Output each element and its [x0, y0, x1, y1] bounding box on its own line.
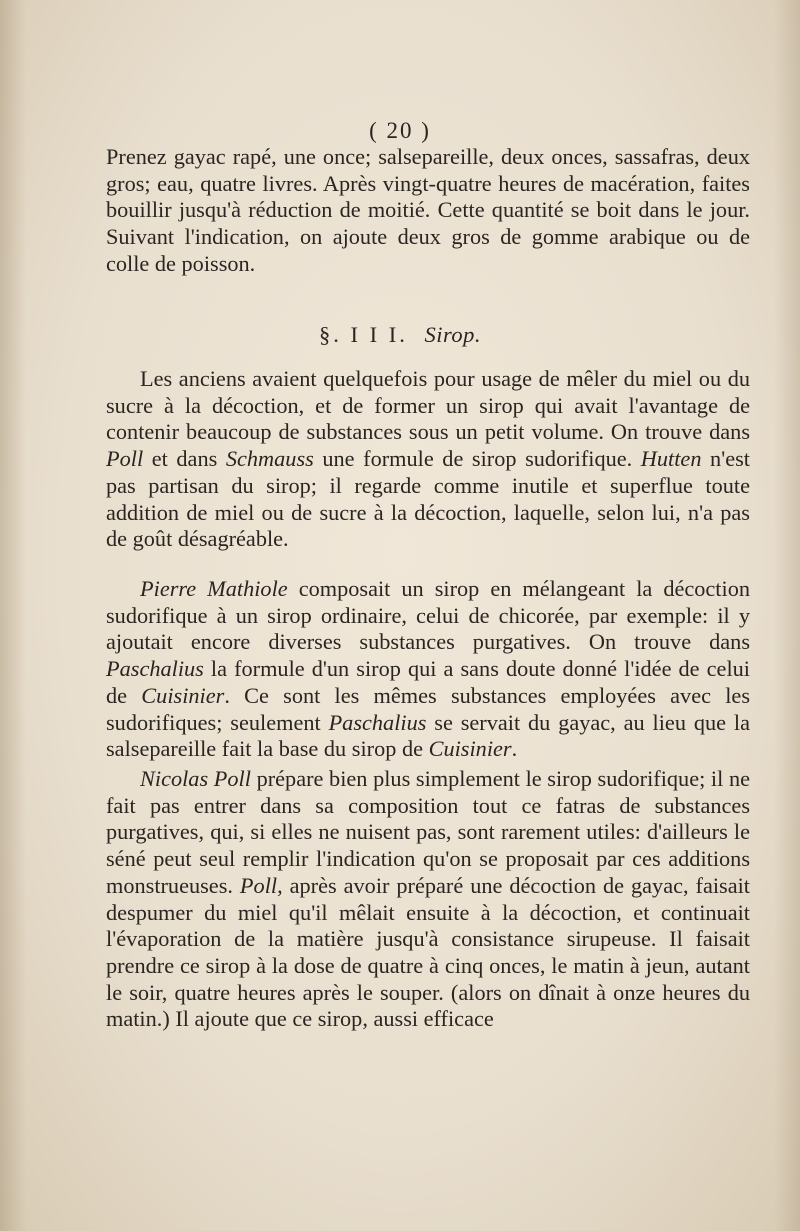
text-run: se servait du gayac, au lieu que la salsepareille fait la base du sirop de: [106, 709, 750, 762]
text-run: prépare bien plus simplement le sirop sudorifique; il ne fait pas entrer dans sa composition tout ce fatras de substances purgatives, qui, si elles ne nuisent pas, sont rarement utiles: d'ailleurs le séné peut seul remplir l'indication qu'on se proposait par ces additions monstrueuses.: [106, 766, 750, 898]
page-edge-shadow-left: [0, 0, 26, 1231]
author-name: Nicolas Poll: [140, 766, 251, 791]
paragraph-text: [106, 576, 750, 763]
paragraph-mathiole: [106, 576, 750, 763]
paragraph-text: Prenez gayac rapé, une once; salsepareille, deux onces, sassafras, deux gros; eau, quatre livres. Après vingt-quatre heures de macération, faites bouillir jusqu'à réduction de moitié. Cette quantité se boit dans le jour. Suivant l'indication, on ajoute deux gros de gomme arabique ou de colle de poisson.: [106, 144, 750, 276]
text-run: n'est pas partisan du sirop; il regarde comme inutile et superflue toute addition de miel ou de sucre à la décoction, laquelle, selon lui, n'a pas de goût désagréable.: [106, 446, 750, 552]
text-run: la formule d'un sirop qui a sans doute donné l'idée de celui de: [106, 656, 750, 708]
section-heading: [0, 322, 800, 348]
author-name: Cuisinier: [428, 736, 512, 762]
page-number: ( 20 ): [369, 118, 431, 143]
author-name: Hutten: [640, 446, 702, 472]
paragraph-text: [106, 766, 750, 1033]
section-title: Sirop.: [424, 322, 482, 347]
author-name: Poll: [239, 872, 278, 898]
text-run: , après avoir préparé une décoction de gayac, faisait despumer du miel qu'il mêlait ensuite à la décoction, et continuait l'évaporation de la matière jusqu'à consistance sirupeuse. Il faisait prendre ce sirop à la dose de quatre à cinq onces, le matin à jeun, autant le soir, quatre heures après le souper. (alors on dînait à onze heures du matin.) Il ajoute que ce sirop, aussi efficace: [106, 872, 751, 1032]
author-name: Pierre Mathiole: [140, 576, 288, 601]
paragraph-anciens: [106, 366, 750, 553]
author-name: Poll: [106, 446, 144, 472]
author-name: Schmauss: [225, 446, 314, 472]
text-run: . Ce sont les mêmes substances employées avec les sudorifiques; seulement: [106, 682, 750, 735]
text-run: Les anciens avaient quelquefois pour usage de mêler du miel ou du sucre à la décoction, et de former un sirop qui avait l'avantage de contenir beaucoup de substances sous un petit volume. On trouve dans: [106, 366, 750, 445]
text-run: composait un sirop en mélangeant la décoction sudorifique à un sirop ordinaire, celui de chicorée, par exemple: il y ajoutait encore diverses substances purgatives. On trouve dans: [106, 576, 750, 655]
text-run: une formule de sirop sudorifique.: [313, 446, 641, 472]
author-name: Cuisinier: [141, 682, 225, 708]
text-run: .: [511, 736, 518, 762]
paragraph-text: [106, 366, 750, 553]
author-name: Paschalius: [106, 656, 204, 682]
page-edge-shadow-right: [774, 0, 800, 1231]
text-run: et dans: [143, 446, 226, 472]
paragraph-recipe: [106, 144, 750, 278]
paragraph-poll: [106, 766, 750, 1033]
section-number: §. I I I.: [318, 322, 408, 347]
author-name: Paschalius: [328, 709, 427, 735]
